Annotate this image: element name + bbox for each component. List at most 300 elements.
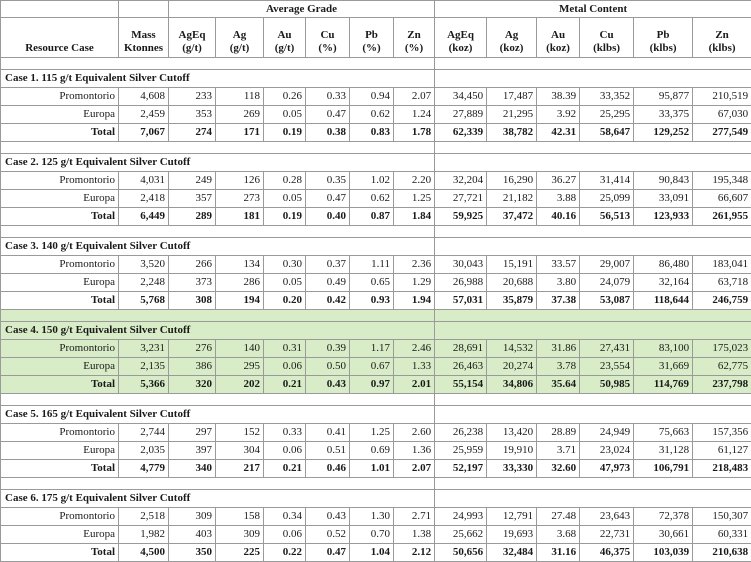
value-cell: 0.05: [264, 190, 306, 208]
value-cell: 26,238: [435, 424, 487, 442]
table-row: [1, 358, 751, 376]
spacer-cell: [435, 310, 751, 322]
row-label: Promontorio: [1, 88, 119, 106]
value-cell: 286: [216, 274, 264, 292]
value-cell: 27,889: [435, 106, 487, 124]
value-cell: 62,775: [693, 358, 751, 376]
value-cell: 25,959: [435, 442, 487, 460]
value-cell: 0.94: [350, 88, 394, 106]
column-unit: (g/t): [182, 42, 202, 54]
row-label: Total: [1, 292, 119, 310]
row-label: Total: [1, 460, 119, 478]
spacer-cell: [435, 58, 751, 70]
value-cell: 353: [169, 106, 216, 124]
value-cell: 249: [169, 172, 216, 190]
value-cell: 0.22: [264, 544, 306, 562]
value-cell: 3.88: [537, 190, 580, 208]
column-header: [693, 18, 751, 58]
column-name: Cu: [600, 29, 614, 41]
value-cell: 46,375: [580, 544, 634, 562]
value-cell: 0.19: [264, 208, 306, 226]
value-cell: 0.42: [306, 292, 350, 310]
value-cell: 386: [169, 358, 216, 376]
column-name: Cu: [320, 29, 334, 41]
value-cell: 118,644: [634, 292, 693, 310]
value-cell: 3.71: [537, 442, 580, 460]
value-cell: 12,791: [487, 508, 537, 526]
column-name: Ag: [233, 29, 246, 41]
column-header: [537, 18, 580, 58]
value-cell: 1.33: [394, 358, 435, 376]
title-blank: [435, 322, 751, 340]
value-cell: 25,099: [580, 190, 634, 208]
value-cell: 0.05: [264, 106, 306, 124]
column-name: Pb: [657, 29, 670, 41]
value-cell: 38.39: [537, 88, 580, 106]
value-cell: 1.25: [350, 424, 394, 442]
value-cell: 62,339: [435, 124, 487, 142]
title-blank: [435, 490, 751, 508]
value-cell: 304: [216, 442, 264, 460]
value-cell: 2,035: [119, 442, 169, 460]
case-title-row: [1, 154, 751, 172]
value-cell: 83,100: [634, 340, 693, 358]
value-cell: 33,330: [487, 460, 537, 478]
value-cell: 0.50: [306, 358, 350, 376]
value-cell: 225: [216, 544, 264, 562]
case-group: [1, 142, 751, 226]
value-cell: 309: [216, 526, 264, 544]
value-cell: 21,182: [487, 190, 537, 208]
value-cell: 1.84: [394, 208, 435, 226]
column-unit: (klbs): [650, 42, 677, 54]
value-cell: 0.83: [350, 124, 394, 142]
value-cell: 1.94: [394, 292, 435, 310]
value-cell: 1,982: [119, 526, 169, 544]
value-cell: 1.02: [350, 172, 394, 190]
value-cell: 66,607: [693, 190, 751, 208]
value-cell: 5,366: [119, 376, 169, 394]
value-cell: 0.51: [306, 442, 350, 460]
value-cell: 0.19: [264, 124, 306, 142]
value-cell: 0.31: [264, 340, 306, 358]
value-cell: 33,091: [634, 190, 693, 208]
value-cell: 0.70: [350, 526, 394, 544]
case-group: [1, 394, 751, 478]
value-cell: 2.12: [394, 544, 435, 562]
column-unit: (koz): [449, 42, 473, 54]
header-blank: [1, 1, 119, 18]
value-cell: 3,520: [119, 256, 169, 274]
table-row: [1, 508, 751, 526]
value-cell: 0.34: [264, 508, 306, 526]
spacer-cell: [435, 394, 751, 406]
value-cell: 19,693: [487, 526, 537, 544]
column-name: Au: [277, 29, 291, 41]
value-cell: 27,721: [435, 190, 487, 208]
value-cell: 340: [169, 460, 216, 478]
value-cell: 19,910: [487, 442, 537, 460]
value-cell: 273: [216, 190, 264, 208]
value-cell: 1.78: [394, 124, 435, 142]
value-cell: 22,731: [580, 526, 634, 544]
resource-case-header: Resource Case: [1, 18, 119, 58]
spacer-row: [1, 478, 751, 490]
value-cell: 2.36: [394, 256, 435, 274]
spacer-cell: [1, 142, 435, 154]
value-cell: 31,414: [580, 172, 634, 190]
column-name: Pb: [365, 29, 378, 41]
value-cell: 3.68: [537, 526, 580, 544]
total-row: [1, 124, 751, 142]
table-row: [1, 526, 751, 544]
value-cell: 295: [216, 358, 264, 376]
value-cell: 58,647: [580, 124, 634, 142]
value-cell: 261,955: [693, 208, 751, 226]
column-name: Zn: [407, 29, 420, 41]
spacer-cell: [435, 478, 751, 490]
column-header: [216, 18, 264, 58]
value-cell: 3.80: [537, 274, 580, 292]
value-cell: 50,985: [580, 376, 634, 394]
value-cell: 23,554: [580, 358, 634, 376]
value-cell: 95,877: [634, 88, 693, 106]
table-header: [1, 1, 751, 58]
value-cell: 59,925: [435, 208, 487, 226]
value-cell: 0.40: [306, 208, 350, 226]
value-cell: 29,007: [580, 256, 634, 274]
value-cell: 26,463: [435, 358, 487, 376]
table-row: [1, 442, 751, 460]
value-cell: 23,643: [580, 508, 634, 526]
column-header: [264, 18, 306, 58]
case-title-row: [1, 322, 751, 340]
value-cell: 1.38: [394, 526, 435, 544]
case-title-row: [1, 238, 751, 256]
row-label: Promontorio: [1, 340, 119, 358]
value-cell: 106,791: [634, 460, 693, 478]
value-cell: 103,039: [634, 544, 693, 562]
row-label: Europa: [1, 526, 119, 544]
value-cell: 31,669: [634, 358, 693, 376]
column-unit: (%): [362, 42, 380, 54]
value-cell: 25,295: [580, 106, 634, 124]
value-cell: 31.16: [537, 544, 580, 562]
column-header: [580, 18, 634, 58]
value-cell: 3,231: [119, 340, 169, 358]
value-cell: 309: [169, 508, 216, 526]
value-cell: 32,484: [487, 544, 537, 562]
column-header: [394, 18, 435, 58]
value-cell: 320: [169, 376, 216, 394]
value-cell: 0.47: [306, 190, 350, 208]
value-cell: 357: [169, 190, 216, 208]
value-cell: 1.29: [394, 274, 435, 292]
spacer-cell: [1, 478, 435, 490]
spacer-row: [1, 310, 751, 322]
spacer-row: [1, 58, 751, 70]
value-cell: 0.39: [306, 340, 350, 358]
column-header: [350, 18, 394, 58]
value-cell: 218,483: [693, 460, 751, 478]
column-name: Zn: [715, 29, 728, 41]
table-row: [1, 172, 751, 190]
column-name: AgEq: [179, 29, 206, 41]
value-cell: 0.33: [264, 424, 306, 442]
value-cell: 0.47: [306, 544, 350, 562]
value-cell: 175,023: [693, 340, 751, 358]
value-cell: 0.28: [264, 172, 306, 190]
table-row: [1, 190, 751, 208]
title-blank: [435, 154, 751, 172]
case-group: [1, 310, 751, 394]
value-cell: 2,744: [119, 424, 169, 442]
value-cell: 0.67: [350, 358, 394, 376]
value-cell: 129,252: [634, 124, 693, 142]
value-cell: 183,041: [693, 256, 751, 274]
value-cell: 24,949: [580, 424, 634, 442]
value-cell: 0.65: [350, 274, 394, 292]
title-blank: [435, 238, 751, 256]
total-row: [1, 208, 751, 226]
value-cell: 27,431: [580, 340, 634, 358]
value-cell: 2.01: [394, 376, 435, 394]
value-cell: 403: [169, 526, 216, 544]
value-cell: 289: [169, 208, 216, 226]
value-cell: 33,375: [634, 106, 693, 124]
column-header: [169, 18, 216, 58]
value-cell: 140: [216, 340, 264, 358]
column-name: Ag: [505, 29, 518, 41]
case-group: [1, 58, 751, 142]
value-cell: 3.92: [537, 106, 580, 124]
value-cell: 13,420: [487, 424, 537, 442]
case-title: Case 5. 165 g/t Equivalent Silver Cutoff: [1, 406, 435, 424]
value-cell: 21,295: [487, 106, 537, 124]
value-cell: 114,769: [634, 376, 693, 394]
case-title: Case 2. 125 g/t Equivalent Silver Cutoff: [1, 154, 435, 172]
value-cell: 4,779: [119, 460, 169, 478]
column-header: [634, 18, 693, 58]
value-cell: 0.35: [306, 172, 350, 190]
value-cell: 233: [169, 88, 216, 106]
value-cell: 26,988: [435, 274, 487, 292]
column-unit: (koz): [546, 42, 570, 54]
value-cell: 397: [169, 442, 216, 460]
metal-content-header: Metal Content: [435, 1, 751, 18]
value-cell: 150,307: [693, 508, 751, 526]
case-title: Case 4. 150 g/t Equivalent Silver Cutoff: [1, 322, 435, 340]
case-title: Case 3. 140 g/t Equivalent Silver Cutoff: [1, 238, 435, 256]
total-row: [1, 544, 751, 562]
value-cell: 0.49: [306, 274, 350, 292]
row-label: Europa: [1, 190, 119, 208]
value-cell: 2.71: [394, 508, 435, 526]
spacer-cell: [1, 310, 435, 322]
value-cell: 2,518: [119, 508, 169, 526]
value-cell: 0.87: [350, 208, 394, 226]
value-cell: 350: [169, 544, 216, 562]
table-row: [1, 424, 751, 442]
column-header: [435, 18, 487, 58]
column-unit: Ktonnes: [124, 42, 163, 54]
average-grade-header: Average Grade: [169, 1, 435, 18]
row-label: Promontorio: [1, 508, 119, 526]
column-unit: (klbs): [593, 42, 620, 54]
value-cell: 20,688: [487, 274, 537, 292]
case-title-row: [1, 490, 751, 508]
title-blank: [435, 406, 751, 424]
value-cell: 1.01: [350, 460, 394, 478]
value-cell: 4,031: [119, 172, 169, 190]
spacer-cell: [1, 58, 435, 70]
value-cell: 0.46: [306, 460, 350, 478]
value-cell: 0.21: [264, 460, 306, 478]
value-cell: 0.62: [350, 106, 394, 124]
value-cell: 5,768: [119, 292, 169, 310]
spacer-cell: [1, 226, 435, 238]
value-cell: 0.47: [306, 106, 350, 124]
value-cell: 210,638: [693, 544, 751, 562]
value-cell: 1.17: [350, 340, 394, 358]
value-cell: 32.60: [537, 460, 580, 478]
value-cell: 34,450: [435, 88, 487, 106]
value-cell: 40.16: [537, 208, 580, 226]
row-label: Promontorio: [1, 172, 119, 190]
value-cell: 56,513: [580, 208, 634, 226]
case-group: [1, 478, 751, 562]
spacer-cell: [435, 226, 751, 238]
row-label: Total: [1, 124, 119, 142]
value-cell: 28,691: [435, 340, 487, 358]
value-cell: 195,348: [693, 172, 751, 190]
value-cell: 2.07: [394, 88, 435, 106]
value-cell: 30,661: [634, 526, 693, 544]
value-cell: 152: [216, 424, 264, 442]
value-cell: 266: [169, 256, 216, 274]
column-name: Mass: [131, 29, 155, 41]
value-cell: 1.30: [350, 508, 394, 526]
value-cell: 72,378: [634, 508, 693, 526]
value-cell: 67,030: [693, 106, 751, 124]
value-cell: 15,191: [487, 256, 537, 274]
value-cell: 63,718: [693, 274, 751, 292]
value-cell: 47,973: [580, 460, 634, 478]
value-cell: 25,662: [435, 526, 487, 544]
column-unit: (klbs): [709, 42, 736, 54]
table-row: [1, 340, 751, 358]
value-cell: 194: [216, 292, 264, 310]
value-cell: 42.31: [537, 124, 580, 142]
total-row: [1, 376, 751, 394]
spacer-cell: [435, 142, 751, 154]
value-cell: 0.52: [306, 526, 350, 544]
value-cell: 35,879: [487, 292, 537, 310]
value-cell: 2.07: [394, 460, 435, 478]
row-label: Total: [1, 208, 119, 226]
value-cell: 28.89: [537, 424, 580, 442]
value-cell: 90,843: [634, 172, 693, 190]
table-row: [1, 274, 751, 292]
value-cell: 202: [216, 376, 264, 394]
value-cell: 158: [216, 508, 264, 526]
total-row: [1, 292, 751, 310]
spacer-cell: [1, 394, 435, 406]
value-cell: 123,933: [634, 208, 693, 226]
value-cell: 373: [169, 274, 216, 292]
value-cell: 31.86: [537, 340, 580, 358]
value-cell: 75,663: [634, 424, 693, 442]
case-title-row: [1, 406, 751, 424]
value-cell: 37.38: [537, 292, 580, 310]
value-cell: 0.43: [306, 508, 350, 526]
header-blank: [119, 1, 169, 18]
value-cell: 171: [216, 124, 264, 142]
value-cell: 37,472: [487, 208, 537, 226]
column-name: AgEq: [447, 29, 474, 41]
value-cell: 0.21: [264, 376, 306, 394]
value-cell: 210,519: [693, 88, 751, 106]
value-cell: 1.36: [394, 442, 435, 460]
column-unit: (%): [318, 42, 336, 54]
value-cell: 0.43: [306, 376, 350, 394]
value-cell: 60,331: [693, 526, 751, 544]
case-title-row: [1, 70, 751, 88]
column-unit: (koz): [500, 42, 524, 54]
value-cell: 33,352: [580, 88, 634, 106]
column-header: [487, 18, 537, 58]
value-cell: 61,127: [693, 442, 751, 460]
total-row: [1, 460, 751, 478]
value-cell: 246,759: [693, 292, 751, 310]
value-cell: 1.11: [350, 256, 394, 274]
value-cell: 2.20: [394, 172, 435, 190]
value-cell: 50,656: [435, 544, 487, 562]
value-cell: 181: [216, 208, 264, 226]
value-cell: 3.78: [537, 358, 580, 376]
column-unit: (%): [405, 42, 423, 54]
value-cell: 23,024: [580, 442, 634, 460]
row-label: Europa: [1, 274, 119, 292]
value-cell: 4,608: [119, 88, 169, 106]
column-unit: (g/t): [230, 42, 250, 54]
value-cell: 33.57: [537, 256, 580, 274]
title-blank: [435, 70, 751, 88]
value-cell: 0.06: [264, 526, 306, 544]
value-cell: 6,449: [119, 208, 169, 226]
value-cell: 274: [169, 124, 216, 142]
value-cell: 0.05: [264, 274, 306, 292]
value-cell: 237,798: [693, 376, 751, 394]
row-label: Total: [1, 376, 119, 394]
value-cell: 134: [216, 256, 264, 274]
value-cell: 2.46: [394, 340, 435, 358]
value-cell: 0.97: [350, 376, 394, 394]
value-cell: 30,043: [435, 256, 487, 274]
value-cell: 0.69: [350, 442, 394, 460]
value-cell: 1.24: [394, 106, 435, 124]
value-cell: 24,079: [580, 274, 634, 292]
row-label: Total: [1, 544, 119, 562]
value-cell: 31,128: [634, 442, 693, 460]
value-cell: 297: [169, 424, 216, 442]
value-cell: 1.25: [394, 190, 435, 208]
value-cell: 0.62: [350, 190, 394, 208]
value-cell: 277,549: [693, 124, 751, 142]
value-cell: 0.20: [264, 292, 306, 310]
value-cell: 126: [216, 172, 264, 190]
value-cell: 0.37: [306, 256, 350, 274]
